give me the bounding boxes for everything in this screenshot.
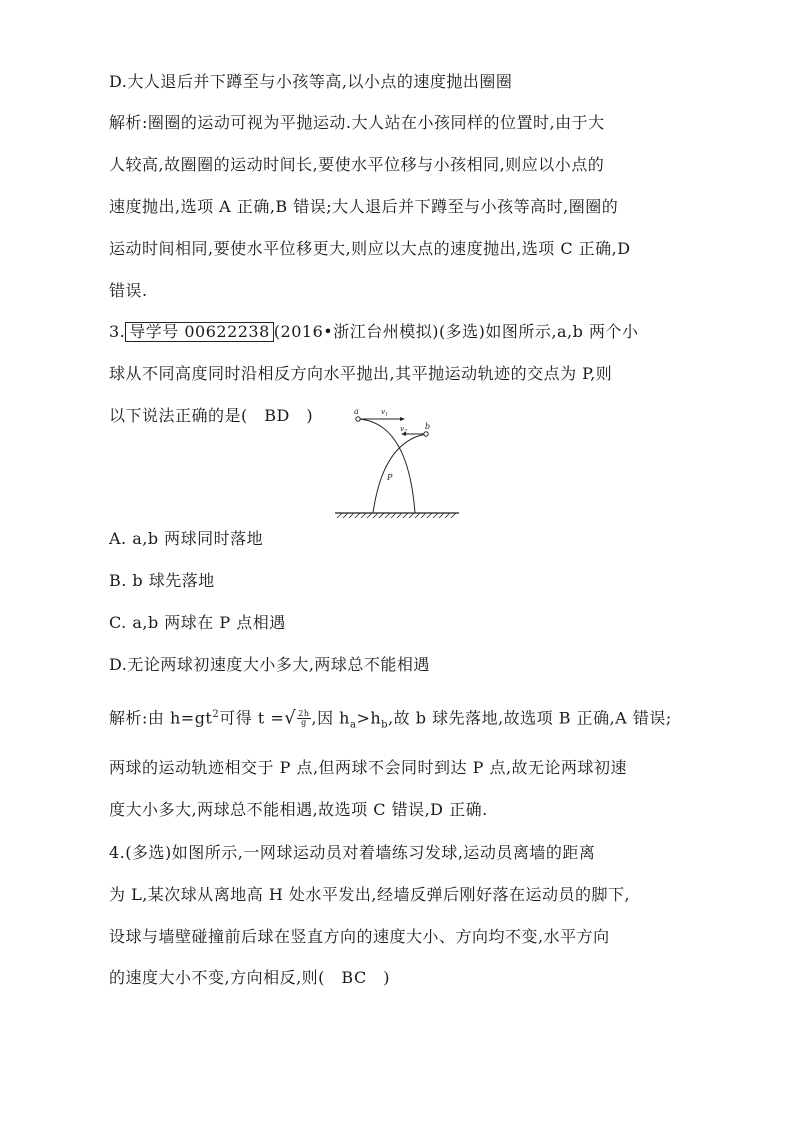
label-a: a	[354, 407, 359, 416]
label-b: b	[425, 422, 431, 431]
projectile-figure	[333, 402, 461, 520]
solution-text: 度大小多大,两球总不能相遇,故选项 C 错误,D 正确.	[109, 800, 488, 819]
guide-number-box: 导学号 00622238	[125, 322, 274, 342]
sqrt-sign: √	[284, 707, 297, 729]
formula-exponent: 2	[212, 709, 220, 720]
solution-text: 解析:圈圈的运动可视为平抛运动.大人站在小孩同样的位置时,由于大	[109, 113, 605, 132]
label-v1: $v_1$	[381, 408, 389, 418]
arrow-head-v1	[400, 417, 405, 421]
fraction	[297, 710, 310, 727]
trajectory-b	[373, 434, 426, 513]
option-d: D.无论两球初速度大小多大,两球总不能相遇	[109, 655, 430, 674]
option-b: B. b 球先落地	[109, 571, 215, 590]
question-4-stem: 4.(多选)如图所示,一网球运动员对着墙练习发球,运动员离墙的距离	[109, 843, 596, 862]
solution-text: 速度抛出,选项 A 正确,B 错误;大人退后并下蹲至与小孩等高时,圈圈的	[109, 197, 619, 216]
formula-part: 解析:由 h=gt	[109, 708, 213, 728]
solution-formula-line	[109, 705, 672, 736]
label-v2: $v_2$	[400, 425, 408, 435]
question-number: 3.	[109, 322, 126, 341]
question-4-stem: 的速度大小不变,方向相反,则( BC )	[109, 968, 390, 987]
solution-text: 运动时间相同,要使水平位移更大,则应以大点的速度抛出,选项 C 正确,D	[109, 239, 631, 258]
fraction-numerator: 2h	[298, 709, 310, 719]
solution-text: 错误.	[109, 281, 148, 300]
question-source: (2016•浙江台州模拟)(多选)如图所示,a,b 两个小	[273, 322, 639, 341]
ball-b	[424, 432, 428, 436]
option-d-previous: D.大人退后并下蹲至与小孩等高,以小点的速度抛出圈圈	[109, 72, 513, 91]
ground-hatching	[337, 513, 456, 518]
question-3-stem	[109, 322, 638, 342]
formula-part: ,故 b 球先落地,故选项 B 正确,A 错误;	[388, 708, 672, 728]
subscript-a: a	[349, 719, 357, 731]
solution-text: 人较高,故圈圈的运动时间长,要使水平位移与小孩相同,则应以小点的	[109, 155, 605, 174]
formula-part: >h	[356, 708, 382, 728]
formula-part: 可得 t =	[219, 708, 285, 728]
fraction-denominator: g	[301, 718, 307, 728]
ball-a	[356, 417, 360, 421]
question-4-stem: 为 L,某次球从离地高 H 处水平发出,经墙反弹后刚好落在运动员的脚下,	[109, 885, 631, 904]
formula-part: ,因 h	[311, 708, 350, 728]
question-3-stem: 球从不同高度同时沿相反方向水平抛出,其平抛运动轨迹的交点为 P,则	[109, 364, 613, 383]
question-4-stem: 设球与墙壁碰撞前后球在竖直方向的速度大小、方向均不变,水平方向	[109, 927, 610, 946]
option-c: C. a,b 两球在 P 点相遇	[109, 613, 286, 632]
label-p: P	[387, 473, 393, 482]
subscript-b: b	[381, 719, 389, 731]
question-3-stem: 以下说法正确的是( BD )	[109, 406, 314, 425]
option-a: A. a,b 两球同时落地	[109, 529, 264, 548]
solution-text: 两球的运动轨迹相交于 P 点,但两球不会同时到达 P 点,故无论两球初速	[109, 758, 628, 777]
